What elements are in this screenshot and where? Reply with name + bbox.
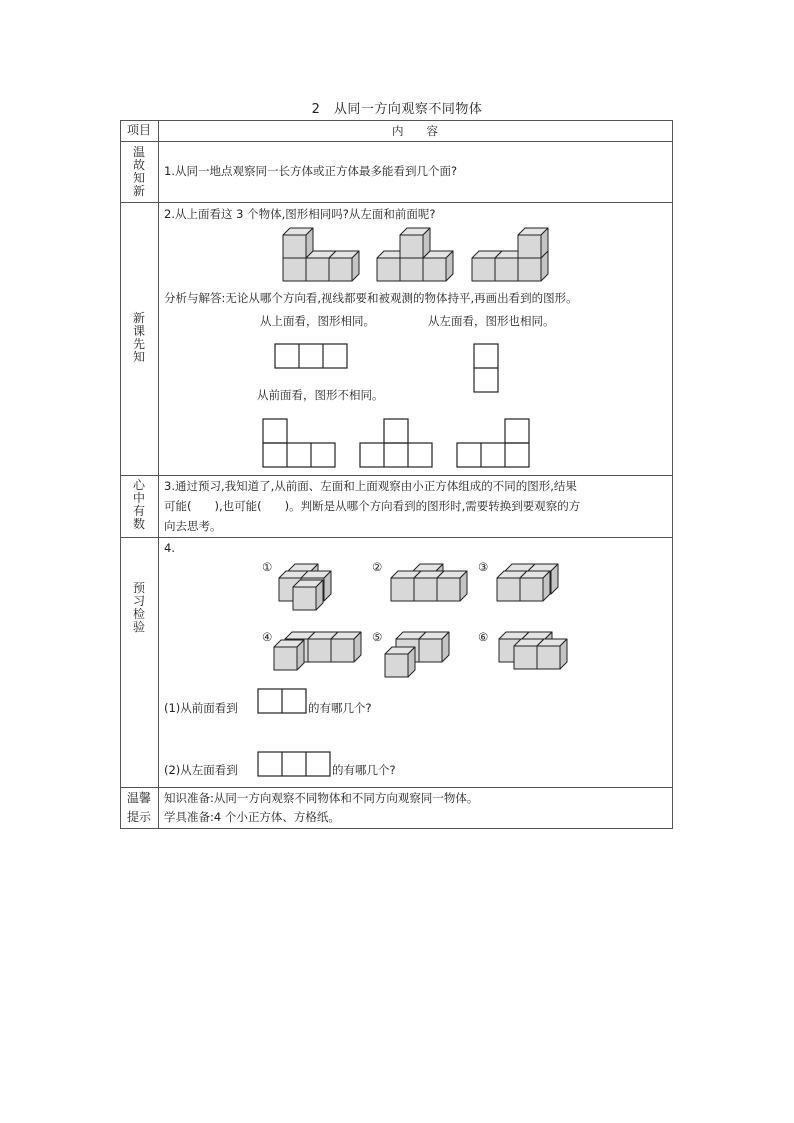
figure-label-2: ② xyxy=(372,560,383,574)
front-view-1 xyxy=(263,419,335,467)
figure-5-cube xyxy=(385,647,415,677)
answer-box-two xyxy=(258,689,306,713)
top-view-grid xyxy=(275,344,347,368)
figure-label-3: ③ xyxy=(478,560,489,574)
header-project: 项目 xyxy=(126,123,151,137)
figure-2-cube xyxy=(437,571,467,601)
question-2-suffix: 的有哪几个? xyxy=(332,763,396,777)
figure-label-4: ④ xyxy=(262,630,273,644)
object-2-cube xyxy=(423,251,453,281)
front-view-2 xyxy=(360,419,432,467)
front-view-3 xyxy=(457,419,529,467)
section-label-heart: 心中有数 xyxy=(132,478,145,531)
figure-4-cube xyxy=(331,632,361,662)
object-3-cube xyxy=(518,228,548,258)
header-content: 内 容 xyxy=(392,124,438,138)
figure-label-5: ⑤ xyxy=(372,630,383,644)
section-label-warmup: 温故知新 xyxy=(132,145,145,198)
check-number: 4. xyxy=(164,541,175,555)
object-1-cube xyxy=(329,251,359,281)
question-2-prefix: (2)从左面看到 xyxy=(164,763,238,777)
object-2-cube xyxy=(400,228,430,258)
preview-analysis: 分析与解答:无论从哪个方向看,视线都要和被观测的物体持平,再画出看到的图形。 xyxy=(164,291,578,305)
page-title: 2 从同一方向观察不同物体 xyxy=(311,102,483,117)
section-label-check: 预习检验 xyxy=(132,581,145,634)
section-label-preview: 新课先知 xyxy=(132,311,145,364)
section-label-tips-2: 提示 xyxy=(126,810,151,824)
left-view-note: 从左面看，图形也相同。 xyxy=(428,314,555,328)
figure-6-cube xyxy=(537,639,567,669)
heart-text-line2: 可能( ),也可能( )。判断是从哪个方向看到的图形时,需要转换到要观察的方 xyxy=(164,499,581,513)
figure-3-cube xyxy=(520,571,550,601)
heart-text-line3: 向去思考。 xyxy=(164,519,222,533)
front-view-note: 从前面看，图形不相同。 xyxy=(257,388,384,402)
heart-text-line1: 3.通过预习,我知道了,从前面、左面和上面观察由小正方体组成的不同的图形,结果 xyxy=(164,479,577,493)
object-1-cube xyxy=(283,228,313,258)
preview-question: 2.从上面看这 3 个物体,图形相同吗?从左面和前面呢? xyxy=(164,207,436,221)
top-view-note: 从上面看，图形相同。 xyxy=(260,314,375,328)
left-view-grid xyxy=(474,344,498,392)
figure-label-6: ⑥ xyxy=(478,630,489,644)
question-1-prefix: (1)从前面看到 xyxy=(164,701,238,715)
question-1-suffix: 的有哪几个? xyxy=(308,701,372,715)
cube-figures xyxy=(274,228,567,677)
figure-label-1: ① xyxy=(262,560,273,574)
section-label-tips-1: 温馨 xyxy=(126,791,151,805)
figure-1-cube xyxy=(293,580,323,610)
warmup-question: 1.从同一地点观察同一长方体或正方体最多能看到几个面? xyxy=(164,164,458,178)
figure-5-cube xyxy=(419,632,449,662)
tips-knowledge: 知识准备:从同一方向观察不同物体和不同方向观察同一物体。 xyxy=(164,791,479,805)
answer-box-three xyxy=(258,752,330,776)
figure-4-cube xyxy=(274,640,304,670)
tips-tools: 学具准备:4 个小正方体、方格纸。 xyxy=(164,810,340,824)
